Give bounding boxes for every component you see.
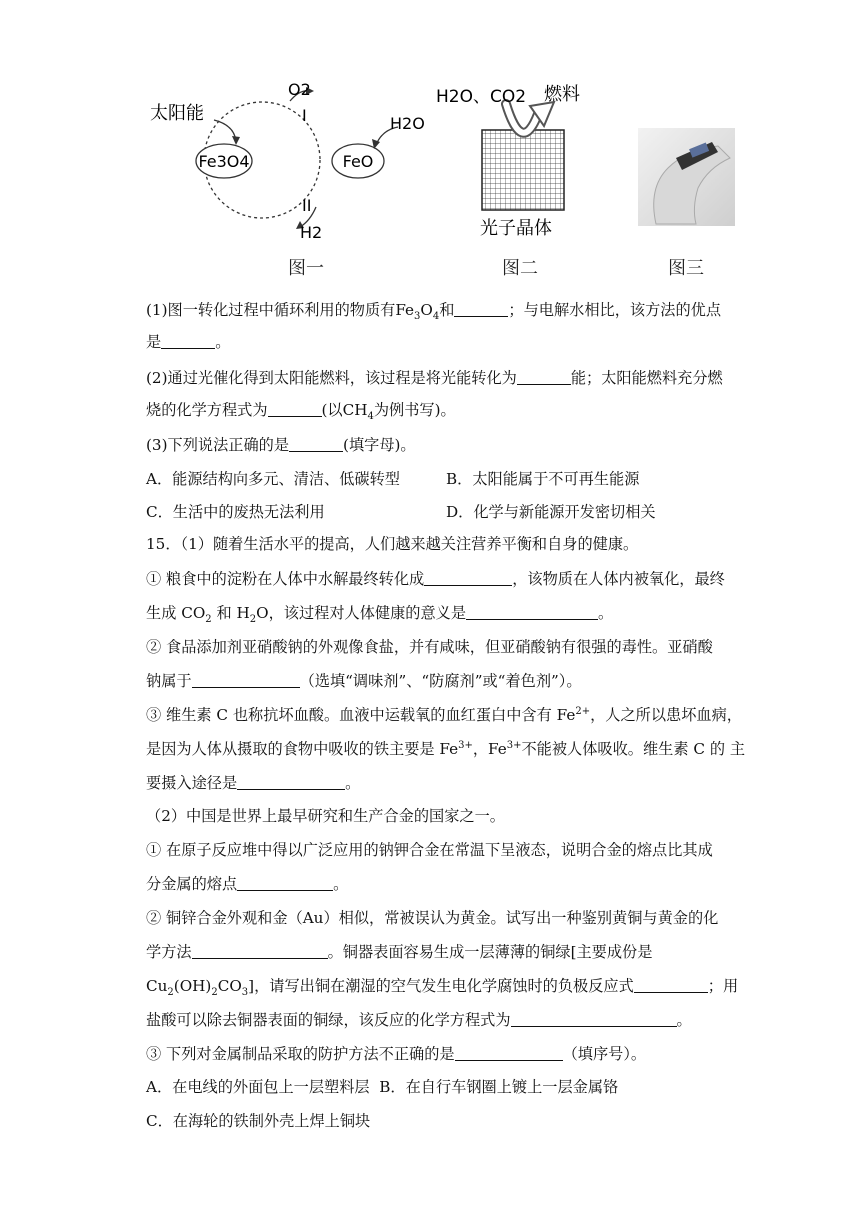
q15-d-line1: ① 在原子反应堆中得以广泛应用的钠钾合金在常温下呈液态，说明合金的熔点比其成 [146, 841, 713, 859]
q15-option-b: B．在自行车钢圈上镀上一层金属铬 [379, 1078, 619, 1096]
answer-blank[interactable] [424, 569, 512, 586]
q15-e-line4: 盐酸可以除去铜器表面的铜绿，该反应的化学方程式为 。 [146, 1011, 692, 1029]
answer-blank[interactable] [455, 1044, 563, 1061]
q3-option-c: C．生活中的废热无法利用 [146, 503, 325, 521]
fe3o4-label: Fe3O4 [198, 152, 250, 171]
answer-blank[interactable] [517, 368, 571, 385]
solar-arrow [214, 120, 236, 141]
answer-blank[interactable] [511, 1010, 677, 1027]
figure-one-cycle-diagram [140, 75, 450, 245]
inputs-label: H2O、CO2 [436, 87, 527, 107]
answer-blank[interactable] [268, 400, 322, 417]
h2o-label: H2O [390, 114, 425, 133]
figure-one-caption: 图一 [288, 258, 324, 279]
q1-line2: 是 。 [146, 333, 231, 351]
q15-f-options-ab [146, 1077, 618, 1097]
answer-blank[interactable] [237, 773, 345, 790]
roman-i-label: I [302, 106, 307, 125]
q15-part2: （2）中国是世界上最早研究和生产合金的国家之一。 [146, 807, 505, 825]
q3-option-b: B．太阳能属于不可再生能源 [446, 470, 640, 488]
q1-line1: (1)图一转化过程中循环利用的物质有$Fe_3O_4$和 ；与电解水相比，该方法的优点 [146, 301, 722, 323]
answer-blank[interactable] [237, 874, 333, 891]
q15-c-line2: 是因为人体从摄取的食物中吸收的铁主要是 $Fe^{3+}$，$Fe^{3+}$不能被人体吸收。维生素 C 的 主 [146, 739, 746, 758]
answer-blank[interactable] [161, 332, 215, 349]
h2-label: H2 [300, 223, 323, 242]
photonic-crystal-label: 光子晶体 [480, 218, 552, 238]
q15-option-a: A．在电线的外面包上一层塑料层 [146, 1078, 370, 1096]
q15-a-line2: 生成 $CO_2$ 和 $H_2O$，该过程对人体健康的意义是 。 [146, 604, 614, 626]
answer-blank[interactable] [466, 603, 598, 620]
q15-c-line1: ③ 维生素 C 也称抗坏血酸。血液中运载氧的血红蛋白中含有 $Fe^{2+}$，人之所以患坏血病， [146, 705, 742, 724]
feo-label: FeO [342, 152, 374, 171]
answer-blank[interactable] [634, 976, 708, 993]
solar-energy-label: 太阳能 [150, 103, 204, 124]
roman-ii-label: II [302, 196, 312, 215]
figure-two-caption: 图二 [502, 258, 538, 279]
answer-blank[interactable] [289, 435, 343, 452]
q15-b-line2: 钠属于 （选填“调味剂”、“防腐剂”或“着色剂”）。 [146, 672, 582, 690]
q15-d-line2: 分金属的熔点 。 [146, 875, 349, 893]
fuel-label: 燃料 [544, 84, 580, 105]
q3-option-d: D．化学与新能源开发密切相关 [446, 503, 656, 521]
answer-blank[interactable] [192, 671, 300, 688]
q15-f-stem: ③ 下列对金属制品采取的防护方法不正确的是 （填序号）。 [146, 1045, 647, 1063]
q15-option-c: C．在海轮的铁制外壳上焊上铜块 [146, 1112, 371, 1130]
q15-b-line1: ② 食品添加剂亚硝酸钠的外观像食盐，并有咸味，但亚硝酸钠有很强的毒性。亚硝酸 [146, 638, 713, 656]
q15-e-line3: $Cu_2(OH)_2CO_3$]，请写出铜在潮湿的空气发生电化学腐蚀时的负极反应式 ；用 [146, 977, 739, 999]
q2-line2: 烧的化学方程式为 (以$CH_4$为例书写)。 [146, 401, 456, 423]
q15-intro: 15．（1）随着生活水平的提高，人们越来越关注营养平衡和自身的健康。 [146, 535, 639, 553]
o2-label: O2 [288, 80, 311, 99]
q2-line1: (2)通过光催化得到太阳能燃料，该过程是将光能转化为 能；太阳能燃料充分燃 [146, 369, 723, 387]
answer-blank[interactable] [454, 300, 508, 317]
q15-e-line2: 学方法 。铜器表面容易生成一层薄薄的铜绿[主要成份是 [146, 943, 653, 961]
q15-a-line1: ① 粮食中的淀粉在人体中水解最终转化成 ，该物质在人体内被氧化，最终 [146, 570, 725, 588]
q3-option-a: A．能源结构向多元、清洁、低碳转型 [146, 470, 400, 488]
q3-stem: (3)下列说法正确的是 (填字母)。 [146, 436, 416, 454]
crystal-grid [482, 130, 564, 210]
q15-e-line1: ② 铜锌合金外观和金（Au）相似，常被误认为黄金。试写出一种鉴别黄铜与黄金的化 [146, 909, 719, 927]
figure-two-photonic-crystal [430, 78, 600, 238]
answer-blank[interactable] [192, 942, 328, 959]
figure-three-caption: 图三 [668, 258, 704, 279]
figure-three-hand-device-photo [638, 128, 735, 226]
q15-c-line3: 要摄入途径是 。 [146, 774, 361, 792]
